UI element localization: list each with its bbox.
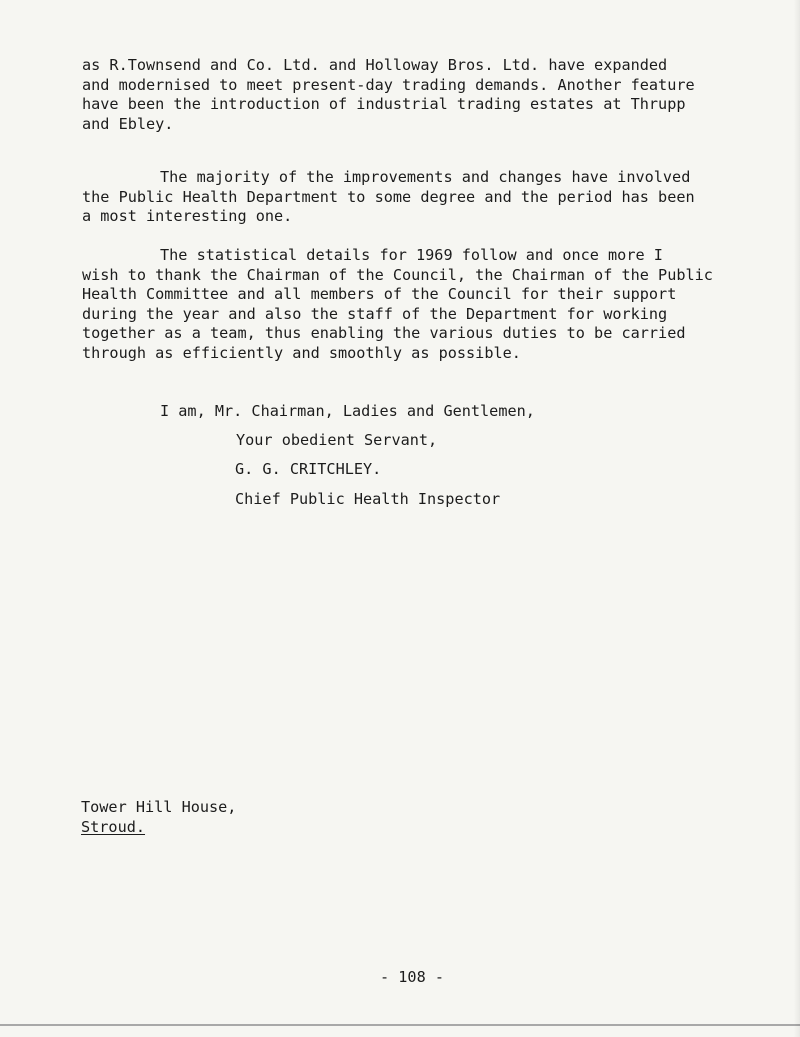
paragraph-line: the Public Health Department to some degree and the period has been [82,187,695,206]
paragraph-2 [82,168,762,227]
paragraph-3 [82,246,762,363]
paragraph-line: a most interesting one. [82,207,293,225]
paragraph-line: wish to thank the Chairman of the Council, the Chairman of the Public [82,265,713,284]
paragraph-line: together as a team, thus enabling the various duties to be carried [82,324,686,342]
bottom-rule [0,1024,800,1026]
page-number: - 108 - [380,968,445,986]
sender-address [81,798,236,837]
paragraph-1 [82,56,762,134]
closing-line: I am, Mr. Chairman, Ladies and Gentlemen, [160,402,535,420]
paragraph-line: through as efficiently and smoothly as possible. [82,343,521,362]
address-line-2: Stroud. [81,817,146,836]
paragraph-line: have been the introduction of industrial trading estates at Thrupp [82,95,686,113]
address-line-1: Tower Hill House, [81,798,237,816]
paragraph-line: and Ebley. [82,114,174,133]
page-edge-shadow [794,0,800,1037]
signatory-title: Chief Public Health Inspector [235,490,501,508]
paragraph-line: during the year and also the staff of the Department for working [82,304,668,323]
paragraph-line: The statistical details for 1969 follow and once more I [160,246,663,264]
paragraph-line: as R.Townsend and Co. Ltd. and Holloway Bros. Ltd. have expanded [82,56,668,74]
paragraph-line: and modernised to meet present-day trading demands. Another feature [82,75,695,94]
paragraph-line: Health Committee and all members of the Council for their support [82,285,677,303]
salutation: Your obedient Servant, [236,431,438,449]
signature-name: G. G. CRITCHLEY. [235,460,382,478]
paragraph-line: The majority of the improvements and changes have involved [160,168,691,186]
